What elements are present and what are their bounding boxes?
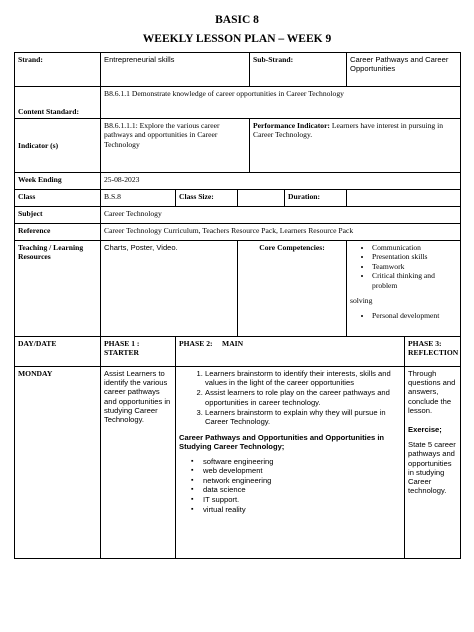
duration-label: Duration: bbox=[285, 190, 347, 207]
exercise-text: State 5 career pathways and opportunities in studying Career technology. bbox=[408, 440, 456, 496]
indicator-row bbox=[15, 119, 461, 173]
competency-item: • Presentation skills bbox=[372, 252, 457, 261]
career-item: ▪ software engineering bbox=[203, 457, 401, 467]
subject-value: Career Technology bbox=[101, 207, 461, 224]
day-date-header: DAY/DATE bbox=[15, 337, 101, 367]
monday-main bbox=[176, 367, 405, 559]
exercise-label: Exercise; bbox=[408, 425, 442, 435]
competency-item: • Personal development bbox=[372, 311, 457, 320]
class-label: Class bbox=[15, 190, 101, 207]
reference-row bbox=[15, 224, 461, 241]
monday-reflection bbox=[405, 367, 461, 559]
content-standard-label: Content Standard: bbox=[15, 87, 101, 119]
monday-starter: Assist Learners to identify the various career pathways and opportunities in studying Career Technology. bbox=[101, 367, 176, 559]
class-value: B.S.8 bbox=[101, 190, 176, 207]
duration-value bbox=[347, 190, 461, 207]
subject-label: Subject bbox=[15, 207, 101, 224]
class-size-value bbox=[238, 190, 285, 207]
reference-value: Career Technology Curriculum, Teachers Resource Pack, Learners Resource Pack bbox=[101, 224, 461, 241]
competency-item: • Communication bbox=[372, 243, 457, 252]
document-title: BASIC 8 bbox=[215, 14, 259, 26]
performance-indicator-cell bbox=[250, 119, 461, 173]
competency-item: • Critical thinking and problem bbox=[372, 271, 457, 290]
strand-label: Strand: bbox=[15, 53, 101, 87]
resources-value: Charts, Poster, Video. bbox=[101, 241, 238, 337]
strand-value: Entrepreneurial skills bbox=[101, 53, 250, 87]
class-size-label: Class Size: bbox=[176, 190, 238, 207]
main-activity-item: 3. Learners brainstorm to explain why they will pursue in Career Technology. bbox=[205, 408, 401, 426]
competency-list-2 bbox=[350, 311, 457, 320]
class-row bbox=[15, 190, 461, 207]
competency-continuation: solving bbox=[350, 296, 373, 306]
strand-row bbox=[15, 53, 461, 87]
reflection-text: Through questions and answers, conclude the lesson. bbox=[408, 369, 456, 415]
career-item: ▪ IT support. bbox=[203, 495, 401, 505]
career-item: ▪ web development bbox=[203, 466, 401, 476]
careers-heading: Career Pathways and Opportunities and Opportunities in Studying Career Technology; bbox=[179, 433, 385, 452]
main-activity-list bbox=[179, 369, 401, 426]
substrand-value: Career Pathways and Career Opportunities bbox=[347, 53, 461, 87]
core-competencies-cell bbox=[347, 241, 461, 337]
week-ending-label: Week Ending bbox=[15, 173, 101, 190]
core-competencies-label: Core Competencies: bbox=[238, 241, 347, 337]
indicator-label: Indicator (s) bbox=[15, 119, 101, 173]
phase-header-row bbox=[15, 337, 461, 367]
main-activity-item: 2. Assist learners to role play on the career pathways and opportunities in career technology. bbox=[205, 388, 401, 406]
lesson-plan-table bbox=[14, 52, 461, 559]
reference-label: Reference bbox=[15, 224, 101, 241]
phase3-header: PHASE 3: REFLECTION bbox=[405, 337, 461, 367]
performance-indicator-label: Performance Indicator: bbox=[253, 121, 330, 130]
competency-list bbox=[350, 243, 457, 290]
monday-row bbox=[15, 367, 461, 559]
substrand-label: Sub-Strand: bbox=[250, 53, 347, 87]
resources-row bbox=[15, 241, 461, 337]
monday-label: MONDAY bbox=[15, 367, 101, 559]
phase1-header: PHASE 1 : STARTER bbox=[101, 337, 176, 367]
performance-indicator-value: Learners have interest in pursuing in Career Technology. bbox=[253, 121, 443, 140]
week-ending-value: 25-08-2023 bbox=[101, 173, 461, 190]
career-item: ▪ network engineering bbox=[203, 476, 401, 486]
career-item: ▪ virtual reality bbox=[203, 505, 401, 515]
document-subtitle: WEEKLY LESSON PLAN – WEEK 9 bbox=[142, 33, 332, 45]
careers-list bbox=[179, 457, 401, 515]
content-standard-value: B8.6.1.1 Demonstrate knowledge of career opportunities in Career Technology bbox=[101, 87, 461, 119]
main-activity-item: 1. Learners brainstorm to identify their interests, skills and values in the light of the career opportunities bbox=[205, 369, 401, 387]
content-standard-row bbox=[15, 87, 461, 119]
competency-item: • Teamwork bbox=[372, 262, 457, 271]
indicator-value: B8.6.1.1.1: Explore the various career pathways and opportunities in Career Technology bbox=[101, 119, 250, 173]
resources-label: Teaching / Learning Resources bbox=[15, 241, 101, 337]
week-ending-row bbox=[15, 173, 461, 190]
phase2-header: PHASE 2: MAIN bbox=[176, 337, 405, 367]
subject-row bbox=[15, 207, 461, 224]
career-item: ▪ data science bbox=[203, 485, 401, 495]
